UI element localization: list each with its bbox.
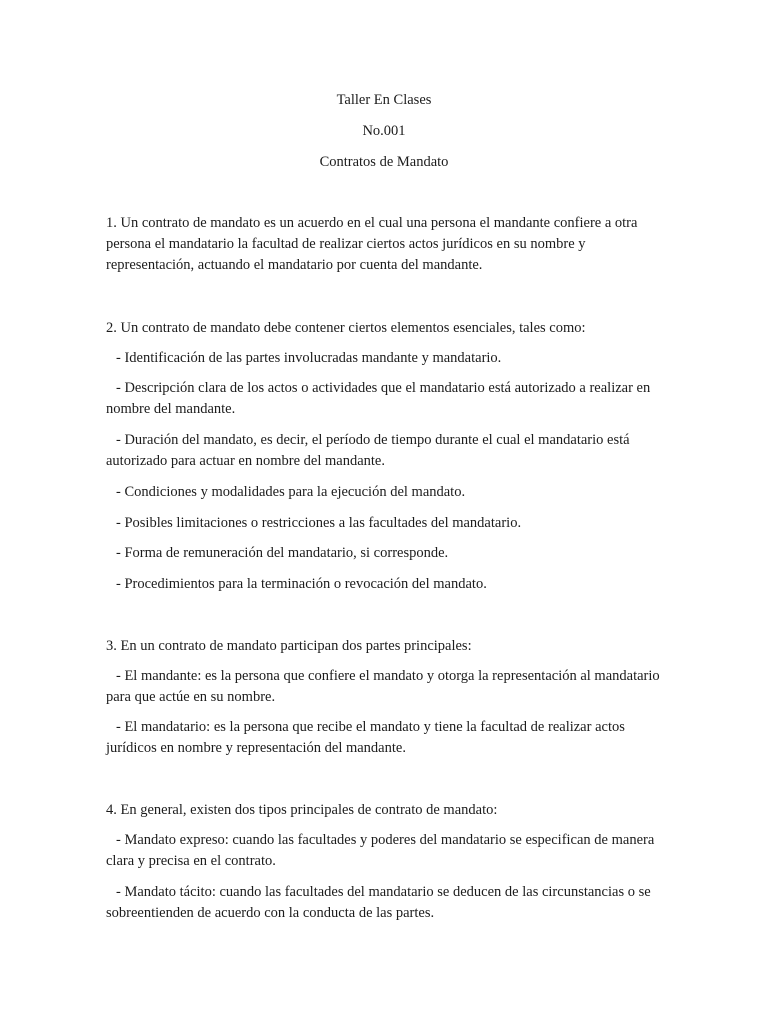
- section-4-intro: 4. En general, existen dos tipos principales de contrato de mandato:: [106, 802, 498, 818]
- section-2-item: - Identificación de las partes involucradas mandante y mandatario.: [116, 350, 502, 366]
- section-4-item: - Mandato tácito: cuando las facultades del mandatario se deducen de las circunstancias o se sobreentienden de acuerdo con la conducta de las partes.: [106, 884, 651, 921]
- section-3-intro: 3. En un contrato de mandato participan dos partes principales:: [106, 638, 472, 654]
- document-number: No.001: [362, 123, 406, 139]
- section-2-item: - Posibles limitaciones o restricciones a las facultades del mandatario.: [116, 515, 522, 531]
- section-4-item: - Mandato expreso: cuando las facultades y poderes del mandatario se especifican de manera clara y precisa en el contrato.: [106, 832, 655, 869]
- section-3-item: - El mandatario: es la persona que recibe el mandato y tiene la facultad de realizar actos jurídicos en nombre y representación del mandante.: [106, 719, 625, 756]
- section-2-intro: 2. Un contrato de mandato debe contener ciertos elementos esenciales, tales como:: [106, 320, 586, 336]
- section-1-text: 1. Un contrato de mandato es un acuerdo en el cual una persona el mandante confiere a otra persona el mandatario la facultad de realizar ciertos actos jurídicos en su nombre y representación, actuando el mandatario por cuenta del mandante.: [106, 215, 638, 273]
- section-2-item: - Condiciones y modalidades para la ejecución del mandato.: [116, 484, 466, 500]
- document-title: Taller En Clases: [336, 92, 432, 108]
- section-2-item: - Forma de remuneración del mandatario, si corresponde.: [116, 545, 449, 561]
- section-3-item: - El mandante: es la persona que confiere el mandato y otorga la representación al mandatario para que actúe en su nombre.: [106, 668, 660, 705]
- section-2-item: - Descripción clara de los actos o actividades que el mandatario está autorizado a realizar en nombre del mandante.: [106, 380, 651, 417]
- document-subtitle: Contratos de Mandato: [319, 154, 449, 170]
- section-2-item: - Duración del mandato, es decir, el período de tiempo durante el cual el mandatario está autorizado para actuar en nombre del mandante.: [106, 432, 630, 469]
- section-2-item: - Procedimientos para la terminación o revocación del mandato.: [116, 576, 487, 592]
